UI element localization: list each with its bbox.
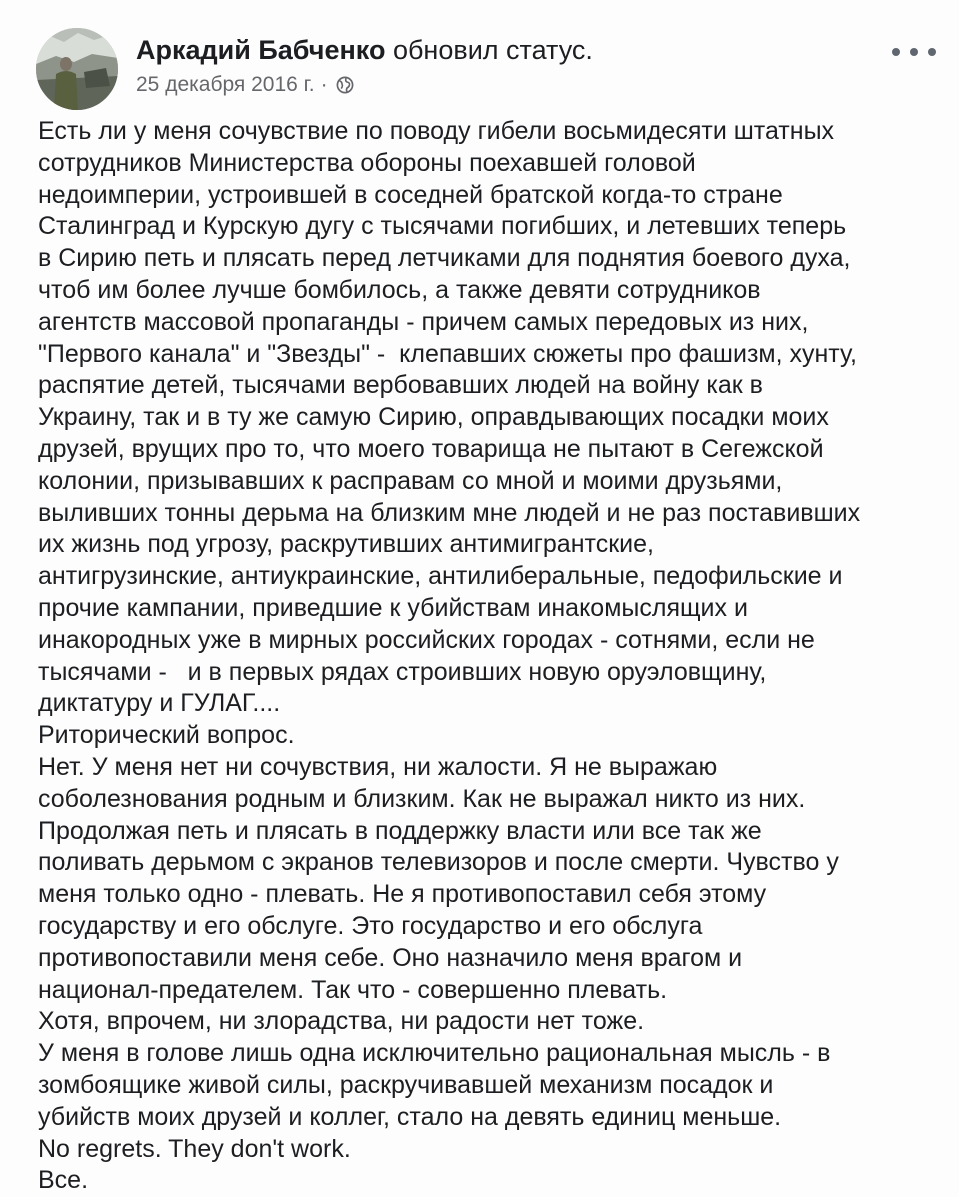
post-line: зомбоящике живой силы, раскручивавшей механизм посадок и: [38, 1070, 774, 1099]
post-line: национал-предателем. Так что - совершенно плевать.: [38, 975, 668, 1004]
post-line: чтоб им более лучше бомбилось, а также девяти сотрудников: [38, 275, 761, 304]
post-line: прочие кампании, приведшие к убийствам инакомыслящих и: [38, 593, 748, 622]
author-avatar[interactable]: [36, 28, 118, 110]
post-line: убийств моих друзей и коллег, стало на девять единиц меньше.: [38, 1102, 782, 1131]
more-dot: [910, 48, 918, 56]
more-dot: [928, 48, 936, 56]
post-header: [36, 26, 936, 116]
post-line: их жизнь под угрозу, раскрутивших антимигрантские,: [38, 530, 654, 559]
post-body: [38, 116, 938, 1197]
post-meta: [136, 34, 593, 98]
post-line: Есть ли у меня сочувствие по поводу гибели восьмидесяти штатных: [38, 117, 835, 145]
post-date-line: [136, 72, 593, 98]
post-line: меня только одно - плевать. Не я противопоставил себя этому: [38, 880, 767, 909]
post-line: агентств массовой пропаганды - причем самых передовых из них,: [38, 307, 809, 336]
post-line: Украину, так и в ту же самую Сирию, оправдывающих посадки моих: [38, 403, 829, 432]
post-line: Продолжая петь и плясать в поддержку власти или все так же: [38, 816, 762, 845]
post-line: диктатуру и ГУЛАГ....: [38, 689, 281, 718]
globe-icon[interactable]: [336, 76, 354, 94]
post-line: выливших тонны дерьма на близким мне людей и не раз поставивших: [38, 498, 861, 527]
post-line: Все.: [38, 1166, 89, 1195]
post-line: Нет. У меня нет ни сочувствия, ни жалости. Я не выражаю: [38, 752, 718, 781]
date-separator: ·: [320, 73, 328, 96]
post-line: No regrets. They don't work.: [38, 1134, 351, 1163]
post-line: У меня в голове лишь одна исключительно рациональная мысль - в: [38, 1039, 831, 1068]
post-line: распятие детей, тысячами вербовавших людей на войну как в: [38, 371, 763, 400]
post-date[interactable]: 25 декабря 2016 г.: [136, 73, 315, 96]
avatar-photo: [36, 28, 118, 110]
post-line: соболезнования родным и близким. Как не выражал никто из них.: [38, 784, 806, 813]
post-line: Сталинград и Курскую дугу с тысячами погибших, и летевших теперь: [38, 212, 847, 241]
post-line: противопоставили меня себе. Оно назначило меня врагом и: [38, 943, 743, 972]
post-line: поливать дерьмом с экранов телевизоров и после смерти. Чувство у: [38, 848, 839, 877]
post-line: в Сирию петь и плясать перед летчиками для поднятия боевого духа,: [38, 244, 851, 273]
post-action: обновил статус.: [392, 35, 593, 65]
author-name[interactable]: Аркадий Бабченко: [136, 35, 386, 65]
post-line: антигрузинские, антиукраинские, антилиберальные, педофильские и: [38, 562, 843, 591]
post-line: Риторический вопрос.: [38, 721, 295, 750]
post-line: инакородных уже в мирных российских городах - сотнями, если не: [38, 625, 815, 654]
post-line: тысячами - и в первых рядах строивших новую оруэловщину,: [38, 657, 767, 686]
more-dot: [892, 48, 900, 56]
post-line: "Первого канала" и "Звезды" - клепавших сюжеты про фашизм, хунту,: [38, 339, 857, 368]
author-line: [136, 34, 593, 66]
post-line: недоимперии, устроившей в соседней братской когда-то стране: [38, 180, 783, 209]
post-line: сотрудников Министерства обороны поехавшей головой: [38, 148, 696, 177]
post-line: колонии, призывавших к расправам со мной и моими друзьями,: [38, 466, 783, 495]
post-line: государству и его обслуге. Это государство и его обслуга: [38, 911, 703, 940]
post-line: Хотя, впрочем, ни злорадства, ни радости нет тоже.: [38, 1007, 645, 1036]
post-line: друзей, врущих про то, что моего товарища не пытают в Сегежской: [38, 434, 824, 463]
more-options-icon[interactable]: [892, 42, 936, 62]
